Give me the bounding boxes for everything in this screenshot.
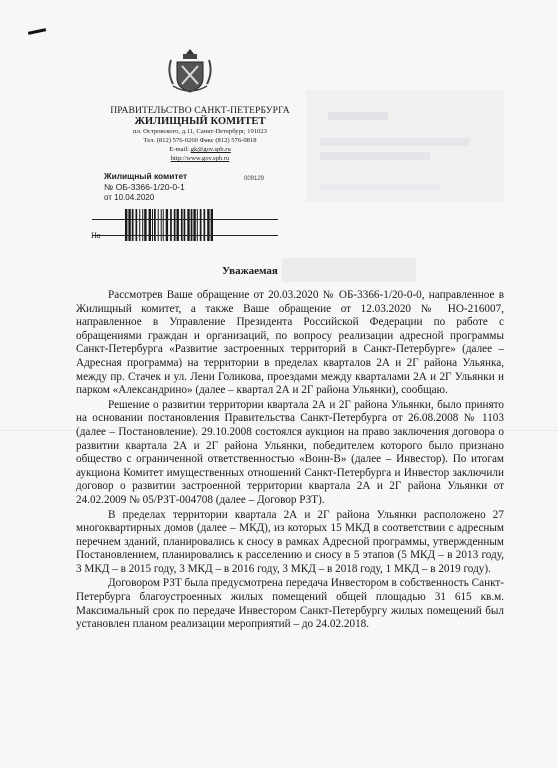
letter-body — [76, 289, 504, 633]
stamp-date: от 10.04.2020 — [104, 193, 155, 202]
email-line — [70, 147, 330, 154]
email-link[interactable]: gk@gov.spb.ru — [190, 146, 231, 153]
stamp-org: Жилищный комитет — [104, 171, 188, 181]
recipient-name-redacted — [282, 258, 416, 282]
website-line — [70, 156, 330, 163]
coat-of-arms-icon — [165, 46, 215, 96]
stamp-number: № ОБ-3366-1/20-0-1 — [104, 182, 185, 192]
form-rule-2 — [92, 235, 278, 236]
paragraph: Рассмотрев Ваше обращение от 20.03.2020 № ОБ-3366-1/20-0-0, направленное в Жилищный комитет, а также Ваше обращение от 12.03.2020 № НО-216007, направленное в Управление Президента Российской Федерации по работе с обращениями граждан и организаций, по вопросу реализации адресной программы Санкт-Петербурга «Развитие застроенных территорий в Санкт-Петербурге» (далее – Адресная программа) на территории в пределах кварталов 2А и 2Г района Ульянка, между пр. Стачек и ул. Лени Голикова, проездами между кварталами 2А и 2Г Ульянки и парком «Александрино» (далее – квартал 2А и 2Г района Ульянки), сообщаю. — [76, 289, 504, 397]
government-name: ПРАВИТЕЛЬСТВО САНКТ-ПЕТЕРБУРГА — [110, 105, 290, 116]
email-label: E-mail: — [169, 146, 190, 153]
paragraph: В пределах территории квартала 2А и 2Г района Ульянки расположено 27 многоквартирных домов (далее – МКД), из которых 15 МКД в соответствии с адресным перечнем зданий, планировались к сносу в рамках Адресной программы, утвержденным Постановлением, планировались к расселению и сносу в 5 этапов (5 МКД – в 2013 году, 3 МКД – в 2015 году, 3 МКД – в 2016 году, 3 МКД – в 2018 году, 1 МКД – в 2019 году). — [76, 508, 504, 575]
recipient-block-redacted — [306, 90, 504, 202]
pen-mark — [28, 28, 46, 35]
phone-fax-line: Тел. (812) 576-0260 Факс (812) 576-0818 — [143, 137, 257, 144]
barcode-icon — [123, 207, 215, 243]
paragraph: Решение о развитии территории квартала 2А и 2Г района Ульянки, было принято на основании постановления Правительства Санкт-Петербурга от 26.08.2008 № 1103 (далее – Постановление). 29.10.2008 состоялся аукцион на право заключения договора о развитии квартала 2А и 2Г района Ульянки, победителем которого было признано общество с ограниченной ответственностью «Воин-В» (далее – Инвестор). По итогам аукциона Комитет имущественных отношений Санкт-Петербурга и Инвестор заключили договор о развитии застроенной территории квартала 2А и 2Г района Ульянки от 24.02.2009 № 05/РЗТ-004708 (далее – Договор РЗТ). — [76, 398, 504, 506]
committee-name: ЖИЛИЩНЫЙ КОМИТЕТ — [134, 116, 266, 127]
website-link[interactable]: http://www.gov.spb.ru — [170, 155, 230, 162]
paragraph: Договором РЗТ была предусмотрена передача Инвестором в собственность Санкт-Петербурга благоустроенных жилых помещений общей площадью 31 615 кв.м. Максимальный срок по передаче Инвестором Санкт-Петербургу жилых помещений был установлен планом реализации мероприятий – до 24.02.2018. — [76, 577, 504, 631]
address-line: пл. Островского, д.11, Санкт-Петербург, 191023 — [133, 128, 267, 135]
stamp-side-number: 009129 — [244, 176, 265, 182]
salutation: Уважаемая — [222, 265, 278, 277]
